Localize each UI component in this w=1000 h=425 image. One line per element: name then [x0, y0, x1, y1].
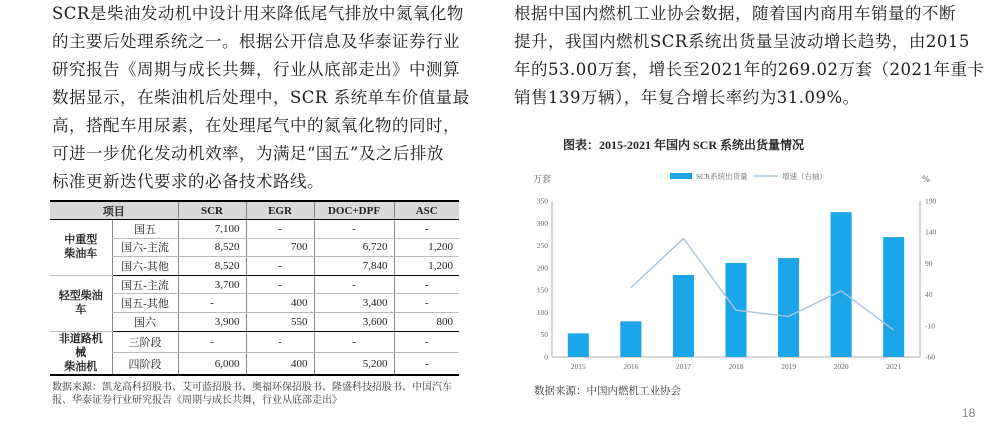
value-cell: -: [246, 275, 314, 294]
market-text-line: 根据中国内燃机工业协会数据，随着国内商用车销量的不断: [514, 4, 956, 23]
x-tick-label: 2019: [781, 362, 797, 371]
left-tick-label: 0: [544, 352, 548, 362]
value-cell: -: [394, 331, 459, 353]
value-cell: 3,400: [314, 294, 394, 313]
vehicle-category-line: 轻型柴油车: [58, 290, 103, 317]
bar-scr-shipment: [778, 258, 799, 357]
table-row: [50, 238, 459, 257]
value-cell: 400: [246, 294, 314, 313]
x-tick-label: 2017: [675, 362, 691, 371]
chart-title: 图表：2015-2021 年国内 SCR 系统出货量情况: [563, 138, 805, 152]
bar-scr-shipment: [883, 237, 904, 357]
market-text-line: 提升，我国内燃机SCR系统出货量呈波动增长趋势，由2015: [514, 32, 970, 51]
left-tick-label: 200: [536, 263, 548, 273]
emission-stage: 四阶段: [112, 353, 178, 375]
value-cell: 5,200: [314, 353, 394, 375]
intro-text-line: 标准更新迭代要求的必备技术路线。: [52, 172, 324, 191]
header-doc-dpf: DOC+DPF: [314, 201, 394, 220]
value-cell: -: [314, 220, 394, 239]
value-cell: 550: [246, 313, 314, 332]
value-cell: 7,840: [314, 257, 394, 276]
right-tick-label: -10: [925, 321, 935, 331]
legend-swatch-bar: [670, 173, 692, 179]
header-asc: ASC: [394, 201, 459, 220]
emission-stage: 国六-主流: [112, 238, 178, 257]
x-tick-label: 2016: [623, 362, 639, 371]
right-tick-label: -60: [925, 352, 935, 362]
emission-stage: 国五: [112, 220, 178, 239]
value-cell: -: [394, 294, 459, 313]
header-item: 项目: [50, 201, 178, 220]
table-row: [50, 294, 459, 313]
growth-rate-line: [631, 238, 894, 330]
vehicle-category-line: 柴油车: [64, 248, 98, 261]
value-cell: 800: [394, 313, 459, 332]
right-tick-label: 140: [925, 227, 937, 237]
value-cell: -: [246, 257, 314, 276]
x-tick-label: 2020: [833, 362, 849, 371]
right-tick-label: 90: [925, 258, 933, 268]
x-tick-label: 2021: [886, 362, 902, 371]
value-cell: 1,200: [394, 257, 459, 276]
bar-scr-shipment: [620, 321, 641, 357]
table-row: [50, 220, 459, 239]
table-source-note: [52, 381, 472, 407]
vehicle-category-line: 柴油机: [64, 360, 98, 373]
legend-label-bar: SCR系统出货量: [696, 172, 748, 181]
header-egr: EGR: [246, 201, 314, 220]
left-tick-label: 350: [536, 196, 548, 206]
intro-text-line: 的主要后处理系统之一。根据公开信息及华泰证券行业: [52, 32, 460, 51]
right-tick-label: 40: [925, 290, 933, 300]
value-cell: -: [314, 331, 394, 353]
value-cell: -: [394, 353, 459, 375]
left-tick-label: 250: [536, 241, 548, 251]
left-tick-label: 50: [540, 330, 548, 340]
right-tick-label: 190: [925, 196, 937, 206]
value-cell: 6,000: [178, 353, 246, 375]
x-tick-label: 2018: [728, 362, 744, 371]
table-row: [50, 275, 459, 294]
value-cell: -: [178, 294, 246, 313]
value-cell: -: [178, 331, 246, 353]
legend-label-line: 增速（右轴）: [782, 172, 827, 181]
value-cell: 1,200: [394, 238, 459, 257]
bar-scr-shipment: [831, 212, 852, 357]
value-cell: 400: [246, 353, 314, 375]
left-tick-label: 300: [536, 218, 548, 228]
left-axis-unit: 万套: [532, 174, 552, 184]
value-cell: 3,900: [178, 313, 246, 332]
vehicle-category: [50, 275, 112, 331]
table-row: [50, 257, 459, 276]
value-cell: 6,720: [314, 238, 394, 257]
page-number: 18: [962, 406, 976, 420]
emission-stage: 国六-其他: [112, 257, 178, 276]
value-cell: -: [314, 275, 394, 294]
value-cell: 3,600: [314, 313, 394, 332]
emission-stage: 国五-其他: [112, 294, 178, 313]
table-source-line: 数据来源：凯龙高科招股书、艾可蓝招股书、奥福环保招股书、隆盛科技招股书、中国汽车: [52, 382, 452, 393]
right-axis-unit: %: [922, 174, 930, 184]
value-cell: -: [394, 275, 459, 294]
intro-paragraph: [52, 0, 472, 196]
market-text-line: 销售139万辆），年复合增长率约为31.09%。: [514, 88, 860, 107]
table-row: [50, 313, 459, 332]
value-cell: 8,520: [178, 257, 246, 276]
table-source-line: 报、华泰证券行业研究报告《周期与成长共舞，行业从底部走出》: [52, 395, 342, 406]
x-tick-label: 2015: [570, 362, 586, 371]
value-cell: 7,100: [178, 220, 246, 239]
vehicle-category: [50, 220, 112, 276]
intro-text-line: 高，搭配车用尿素，在处理尾气中的氮氧化物的同时，: [52, 116, 460, 135]
table-header-row: [50, 201, 459, 220]
value-cell: -: [246, 220, 314, 239]
table-row: [50, 331, 459, 353]
emission-stage: 国六: [112, 313, 178, 332]
header-scr: SCR: [178, 201, 246, 220]
vehicle-category-line: 中重型: [64, 234, 98, 247]
value-cell: -: [394, 220, 459, 239]
emission-stage: 三阶段: [112, 331, 178, 353]
left-tick-label: 100: [536, 307, 548, 317]
emission-stage: 国五-主流: [112, 275, 178, 294]
intro-text-line: 数据显示，在柴油机后处理中，SCR 系统单车价值量最: [52, 88, 470, 107]
scr-shipment-chart: [528, 164, 948, 380]
intro-text-line: 研究报告《周期与成长共舞，行业从底部走出》中测算: [52, 60, 460, 79]
table-row: [50, 353, 459, 375]
intro-text-line: SCR是柴油发动机中设计用来降低尾气排放中氮氧化物: [52, 4, 464, 23]
left-tick-label: 150: [536, 285, 548, 295]
chart-source-note: 数据来源：中国内燃机工业协会: [534, 386, 681, 397]
value-cell: 3,700: [178, 275, 246, 294]
scr-value-table: [50, 200, 459, 376]
intro-text-line: 可进一步优化发动机效率，为满足“国五”及之后排放: [52, 144, 444, 163]
value-cell: 700: [246, 238, 314, 257]
market-paragraph: [514, 0, 984, 112]
value-cell: 8,520: [178, 238, 246, 257]
market-text-line: 年的53.00万套，增长至2021年的269.02万套（2021年重卡: [514, 60, 985, 79]
bar-scr-shipment: [673, 275, 694, 357]
value-cell: -: [246, 331, 314, 353]
bar-scr-shipment: [568, 333, 589, 357]
vehicle-category-line: 非道路机械: [58, 332, 103, 359]
vehicle-category: [50, 331, 112, 375]
